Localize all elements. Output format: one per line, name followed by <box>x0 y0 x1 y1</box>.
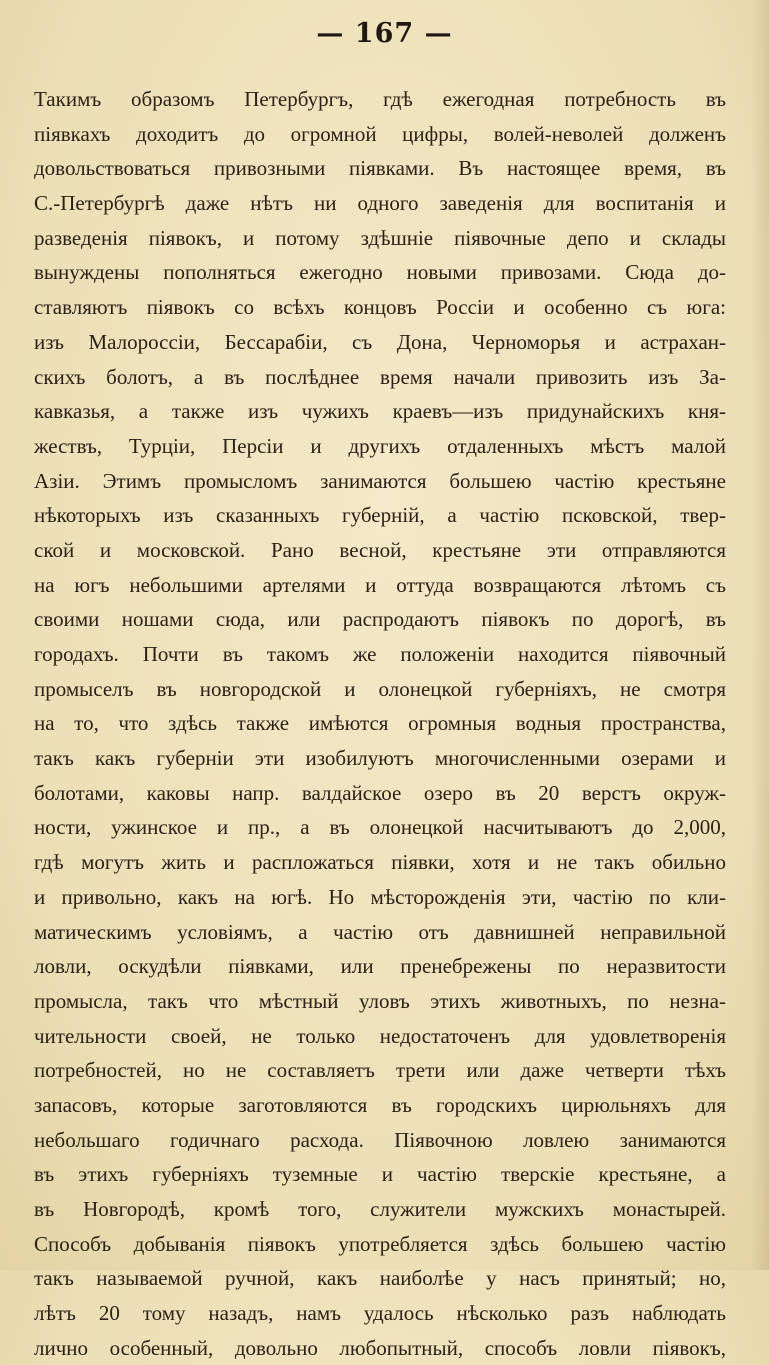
text-line: Такимъ образомъ Петербургъ, гдѣ ежегодная потребность въ <box>34 87 726 111</box>
text-line: потребностей, но не составляетъ трети или даже четверти тѣхъ <box>34 1058 726 1083</box>
text-line: такъ называемой ручной, какъ наиболѣе у насъ принятый; но, <box>34 1266 726 1291</box>
text-line: промысла, такъ что мѣстный уловъ этихъ животныхъ, по незна- <box>34 988 726 1013</box>
page-number: — 167 — <box>316 18 453 49</box>
text-line: разведенія піявокъ, и потому здѣшніе піявочные депо и склады <box>34 225 726 250</box>
text-line: небольшаго годичнаго расхода. Піявочною ловлею занимаются <box>34 1127 726 1152</box>
text-line: въ Новгородѣ, кромѣ того, служители мужскихъ монастырей. <box>34 1197 726 1221</box>
text-line: Азіи. Этимъ промысломъ занимаются большею частію крестьяне <box>34 468 726 493</box>
text-line: довольствоваться привозными піявками. Въ настоящее время, въ <box>34 156 726 181</box>
text-line: лѣтъ 20 тому назадъ, намъ удалось нѣсколько разъ наблюдать <box>34 1301 726 1326</box>
page-edge-shadow <box>751 0 769 1270</box>
text-line: піявкахъ доходитъ до огромной цифры, волей-неволей долженъ <box>34 121 726 146</box>
text-line: такъ какъ губерніи эти изобилуютъ многочисленными озерами и <box>34 746 726 771</box>
text-line: ставляютъ піявокъ со всѣхъ концовъ Россіи и особенно съ юга: <box>34 295 726 320</box>
text-line: ности, ужинское и пр., а въ олонецкой насчитываютъ до 2,000, <box>34 815 726 840</box>
text-line: нѣкоторыхъ изъ сказанныхъ губерній, а частію псковской, твер- <box>34 503 726 528</box>
text-line: и привольно, какъ на югѣ. Но мѣсторожденія эти, частію по кли- <box>34 884 726 909</box>
text-line: вынуждены пополняться ежегодно новыми привозами. Сюда до- <box>34 260 726 285</box>
text-line: Способъ добыванія піявокъ употребляется здѣсь большею частію <box>34 1231 726 1256</box>
text-line: чительности своей, не только недостаточенъ для удовлетворенія <box>34 1023 726 1048</box>
text-line: скихъ болотъ, а въ послѣднее время начали привозить изъ За- <box>34 364 726 389</box>
text-line: жествъ, Турціи, Персіи и другихъ отдаленныхъ мѣстъ малой <box>34 433 726 458</box>
text-line: ской и московской. Рано весной, крестьяне эти отправляются <box>34 537 726 562</box>
text-line: гдѣ могутъ жить и распложаться піявки, хотя и не такъ обильно <box>34 850 726 875</box>
text-line: изъ Малороссіи, Бессарабіи, съ Дона, Черноморья и астрахан- <box>34 329 726 354</box>
text-line: С.-Петербургѣ даже нѣтъ ни одного заведенія для воспитанія и <box>34 191 726 216</box>
text-line: на то, что здѣсь также имѣются огромныя водныя пространства, <box>34 711 726 736</box>
text-line: запасовъ, которые заготовляются въ городскихъ цирюльняхъ для <box>34 1092 726 1117</box>
text-line: лично особенный, довольно любопытный, способъ ловли піявокъ, <box>34 1335 726 1360</box>
text-line: кавказья, а также изъ чужихъ краевъ—изъ придунайскихъ кня- <box>34 399 726 424</box>
text-line: городахъ. Почти въ такомъ же положеніи находится піявочный <box>34 642 726 666</box>
text-line: болотами, каковы напр. валдайское озеро въ 20 верстъ окруж- <box>34 780 726 805</box>
body-text <box>34 82 726 1365</box>
text-line: промыселъ въ новгородской и олонецкой губерніяхъ, не смотря <box>34 676 726 701</box>
text-line: матическимъ условіямъ, а частію отъ давнишней неправильной <box>34 919 726 944</box>
text-line: на югъ небольшими артелями и оттуда возвращаются лѣтомъ съ <box>34 572 726 597</box>
text-line: своими ношами сюда, или распродаютъ піявокъ по дорогѣ, въ <box>34 607 726 632</box>
text-line: въ этихъ губерніяхъ туземные и частію тверскіе крестьяне, а <box>34 1162 726 1187</box>
text-line: ловли, оскудѣли піявками, или пренебрежены по неразвитости <box>34 954 726 979</box>
